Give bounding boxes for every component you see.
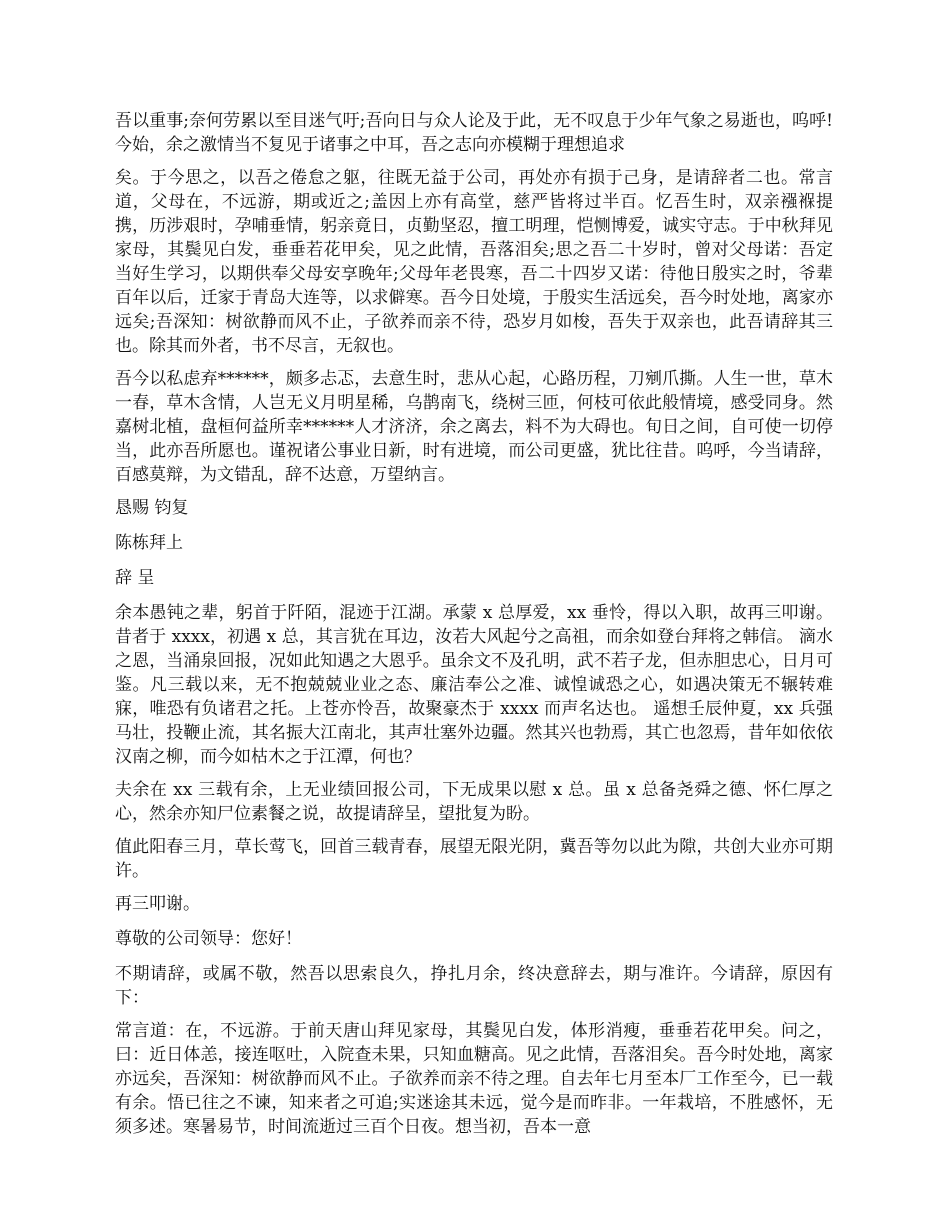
paragraph: 矣。于今思之，以吾之倦怠之躯，往既无益于公司，再处亦有损于己身，是请辞者二也。常言道，父母在，不远游，期或近之;盖因上亦有高堂，慈严皆将过半百。忆吾生时，双亲襁褓提携，历涉艰时，孕哺垂情，躬亲竟日，贞勤坚忍，擅工明理，恺恻博爱，诚实守志。于中秋拜见家母，其鬓见白发，垂垂若花甲矣，见之此情，吾落泪矣;思之吾二十岁时，曾对父母诺：吾定当好生学习，以期供奉父母安享晚年;父母年老畏寒，吾二十四岁又诺：待他日殷实之时，爷辈百年以后，迁家于青岛大连等，以求僻寒。吾今日处境，于殷实生活远矣，吾今时处地，离家亦远矣;吾深知：树欲静而风不止，子欲养而亲不待，恐岁月如梭，吾失于双亲也，此吾请辞其三也。除其而外者，书不尽言，无叙也。 (115, 168, 833, 356)
document-body (115, 109, 833, 1148)
closing-line: 恳赐 钧复 (115, 498, 189, 518)
paragraph: 吾今以私虑弃******，颇多忐忑，去意生时，悲从心起，心路历程，刀剜爪撕。人生一世，草木一春，草木含情，人岂无义月明星稀，乌鹊南飞，绕树三匝，何枝可依此般情境，感受同身。然嘉树北植，盘桓何益所幸******人才济济，余之离去，料不为大碍也。旬日之间，自可使一切停当，此亦吾所愿也。谨祝诸公事业日新，时有进境，而公司更盛，犹比往昔。呜呼，今当请辞，百感莫辩，为文错乱，辞不达意，万望纳言。 (115, 369, 833, 485)
paragraph: 不期请辞，或属不敬，然吾以思索良久，挣扎月余，终决意辞去，期与准许。今请辞，原因有下： (115, 964, 833, 1008)
paragraph: 余本愚钝之辈，躬首于阡陌，混迹于江湖。承蒙 x 总厚爱，xx 垂怜，得以入职，故再三叩谢。昔者于 xxxx，初遇 x 总，其言犹在耳边，汝若大风起兮之高祖，而余如登台拜将之韩信。 滴水之恩，当涌泉回报，况如此知遇之大恩乎。虽余文不及孔明，武不若子龙，但赤胆忠心，日月可鉴。凡三载以来，无不抱兢兢业业之态、廉洁奉公之准、诚惶诚恐之心，如遇决策无不辗转难寐，唯恐有负诸君之托。上苍亦怜吾，故聚豪杰于 xxxx 而声名达也。 遥想壬辰仲夏，xx 兵强马壮，投鞭止流，其名振大江南北，其声壮塞外边疆。然其兴也勃焉，其亡也忽焉，昔年如依依汉南之柳，而今如枯木之于江潭，何也？ (115, 603, 833, 767)
paragraph: 吾以重事;奈何劳累以至目迷气吁;吾向日与众人论及于此，无不叹息于少年气象之易逝也，呜呼!今始，余之激情当不复见于诸事之中耳，吾之志向亦模糊于理想追求 (115, 111, 833, 155)
paragraph: 常言道：在，不远游。于前天唐山拜见家母，其鬓见白发，体形消瘦，垂垂若花甲矣。问之，曰：近日体恙，接连呕吐，入院查未果，只知血糖高。见之此情，吾落泪矣。吾今时处地，离家亦远矣，吾深知：树欲静而风不止。子欲养而亲不待之理。自去年七月至本厂工作至今，已一载有余。悟已往之不谏，知来者之可追;实迷途其未远，觉今是而昨非。一年栽培，不胜感怀，无须多述。寒暑易节，时间流逝过三百个日夜。想当初，吾本一意 (115, 1021, 833, 1137)
signature-line: 陈栋拜上 (115, 533, 183, 553)
section-title: 辞 呈 (115, 568, 155, 588)
paragraph: 夫余在 xx 三载有余，上无业绩回报公司，下无成果以慰 x 总。虽 x 总备尧舜之德、怀仁厚之心，然余亦知尸位素餐之说，故提请辞呈，望批复为盼。 (115, 780, 833, 824)
paragraph: 值此阳春三月，草长莺飞，回首三载青春，展望无限光阴，冀吾等勿以此为隙，共创大业亦可期许。 (115, 837, 833, 881)
salutation: 尊敬的公司领导：您好！ (115, 929, 302, 949)
paragraph: 再三叩谢。 (115, 894, 200, 914)
